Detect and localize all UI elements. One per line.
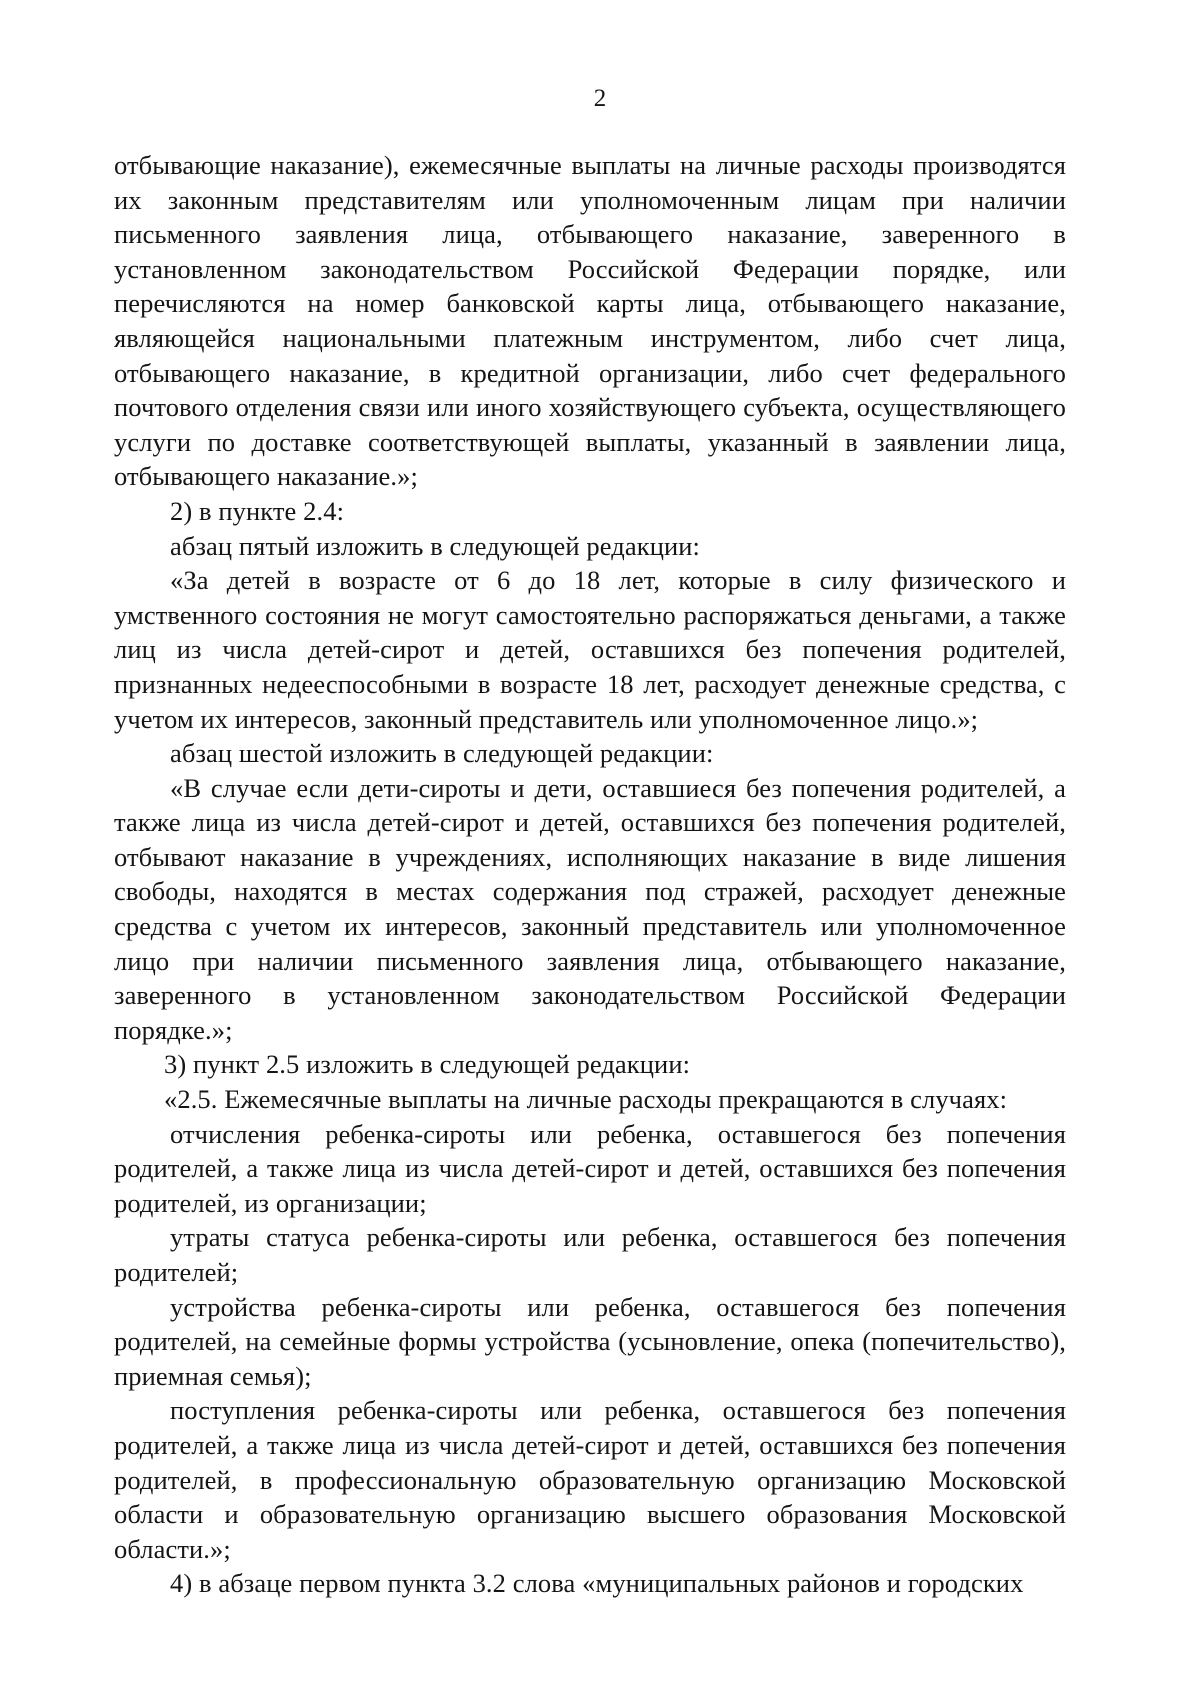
paragraph-continuation: отбывающие наказание), ежемесячные выплаты на личные расходы производятся их законным представителям или уполномоченным лицам при наличии письменного заявления лица, отбывающего наказание, заверенного в установленном законодательством Российской Федерации порядке, или перечисляются на номер банковской карты лица, отбывающего наказание, являющейся национальными платежным инструментом, либо счет лица, отбывающего наказание, в кредитной организации, либо счет федерального почтового отделения связи или иного хозяйствующего субъекта, осуществляющего услуги по доставке соответствующей выплаты, указанный в заявлении лица, отбывающего наказание.»; — [114, 150, 1066, 492]
paragraph-instruction: абзац пятый изложить в следующей редакции: — [170, 530, 701, 561]
paragraph-item-4: 4) в абзаце первом пункта 3.2 слова «муниципальных районов и городских — [170, 1568, 1024, 1599]
paragraph-quote-start: «2.5. Ежемесячные выплаты на личные расходы прекращаются в случаях: — [164, 1084, 1008, 1115]
paragraph-case: отчисления ребенка-сироты или ребенка, оставшегося без попечения родителей, а также лица из числа детей-сирот и детей, оставшихся без попечения родителей, из организации; — [114, 1118, 1066, 1218]
document-body — [114, 148, 1066, 1601]
paragraph-case: утраты статуса ребенка-сироты или ребенка, оставшегося без попечения родителей; — [114, 1222, 1066, 1287]
paragraph-quote: «За детей в возрасте от 6 до 18 лет, которые в силу физического и умственного состояния не могут самостоятельно распоряжаться деньгами, а также лиц из числа детей-сирот и детей, оставшихся без попечения родителей, признанных недееспособными в возрасте 18 лет, расходует денежные средства, с учетом их интересов, законный представитель или уполномоченное лицо.»; — [114, 565, 1066, 734]
paragraph-instruction: абзац шестой изложить в следующей редакции: — [170, 738, 714, 769]
paragraph-quote: «В случае если дети-сироты и дети, оставшиеся без попечения родителей, а также лица из числа детей-сирот и детей, оставшихся без попечения родителей, отбывают наказание в учреждениях, исполняющих наказание в виде лишения свободы, находятся в местах содержания под стражей, расходует денежные средства с учетом их интересов, законный представитель или уполномоченное лицо при наличии письменного заявления лица, отбывающего наказание, заверенного в установленном законодательством Российской Федерации порядке.»; — [114, 772, 1066, 1045]
paragraph-item-2: 2) в пункте 2.4: — [170, 495, 345, 526]
paragraph-case: устройства ребенка-сироты или ребенка, оставшегося без попечения родителей, на семейные формы устройства (усыновление, опека (попечительство), приемная семья); — [114, 1291, 1066, 1391]
paragraph-item-3: 3) пункт 2.5 изложить в следующей редакции: — [164, 1049, 691, 1080]
page-number: 2 — [593, 85, 607, 112]
paragraph-case: поступления ребенка-сироты или ребенка, оставшегося без попечения родителей, а также лица из числа детей-сирот и детей, оставшихся без попечения родителей, в профессиональную образовательную организацию Московской области и образовательную организацию высшего образования Московской области.»; — [114, 1395, 1066, 1564]
